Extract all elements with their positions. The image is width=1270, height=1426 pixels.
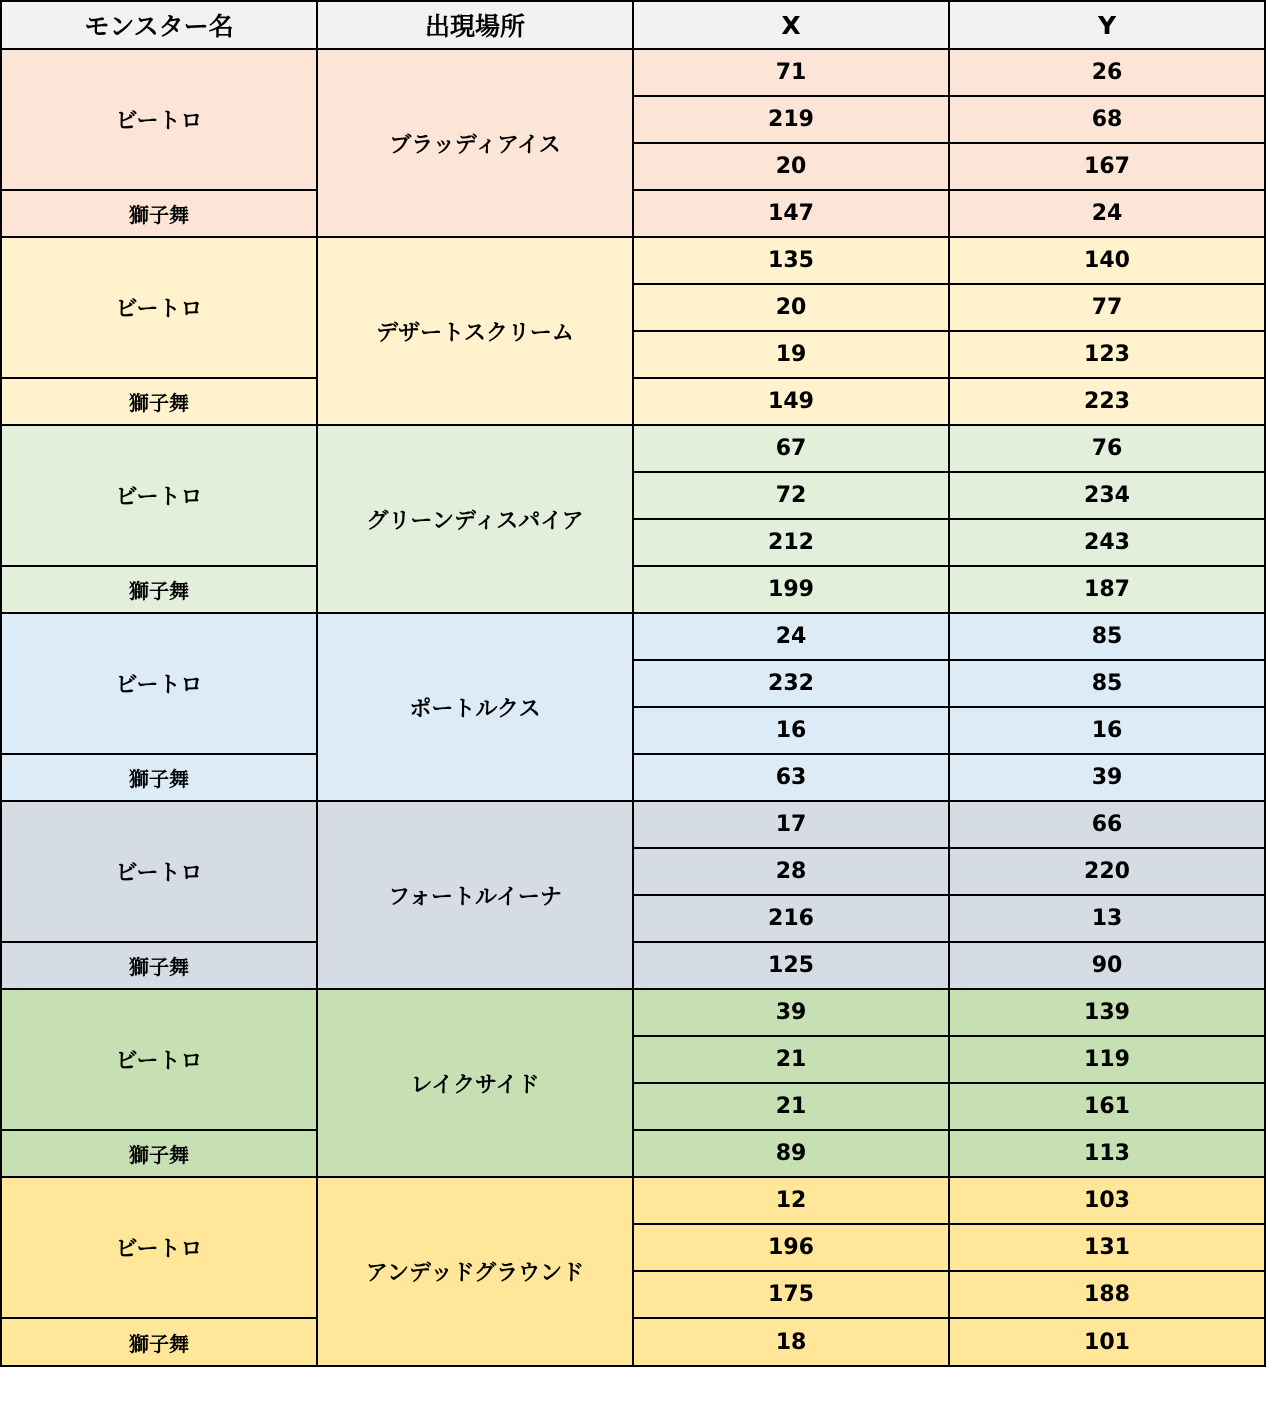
y-coordinate-cell: 161 xyxy=(949,1083,1265,1130)
table-row xyxy=(1,378,1265,425)
y-coordinate-cell: 103 xyxy=(949,1177,1265,1224)
monster-name-cell: ビートロ xyxy=(1,1177,317,1318)
table-header xyxy=(1,1,1265,49)
table-row xyxy=(1,237,1265,284)
monster-name-cell: ビートロ xyxy=(1,425,317,566)
x-coordinate-cell: 21 xyxy=(633,1036,949,1083)
x-coordinate-cell: 219 xyxy=(633,96,949,143)
y-coordinate-cell: 187 xyxy=(949,566,1265,613)
location-cell: グリーンディスパイア xyxy=(317,425,633,613)
y-coordinate-cell: 119 xyxy=(949,1036,1265,1083)
y-coordinate-cell: 113 xyxy=(949,1130,1265,1177)
y-coordinate-cell: 101 xyxy=(949,1318,1265,1366)
monster-name-cell: 獅子舞 xyxy=(1,566,317,613)
y-coordinate-cell: 68 xyxy=(949,96,1265,143)
monster-name-cell: 獅子舞 xyxy=(1,1318,317,1366)
location-cell: ブラッディアイス xyxy=(317,49,633,237)
table-row xyxy=(1,1177,1265,1224)
x-coordinate-cell: 149 xyxy=(633,378,949,425)
x-coordinate-cell: 16 xyxy=(633,707,949,754)
location-cell: アンデッドグラウンド xyxy=(317,1177,633,1366)
monster-name-cell: 獅子舞 xyxy=(1,942,317,989)
y-coordinate-cell: 85 xyxy=(949,660,1265,707)
table-row xyxy=(1,989,1265,1036)
x-coordinate-cell: 21 xyxy=(633,1083,949,1130)
y-coordinate-cell: 223 xyxy=(949,378,1265,425)
x-coordinate-cell: 12 xyxy=(633,1177,949,1224)
x-coordinate-cell: 28 xyxy=(633,848,949,895)
x-coordinate-cell: 232 xyxy=(633,660,949,707)
location-cell: レイクサイド xyxy=(317,989,633,1177)
y-coordinate-cell: 77 xyxy=(949,284,1265,331)
table-row xyxy=(1,1318,1265,1366)
y-coordinate-cell: 76 xyxy=(949,425,1265,472)
x-coordinate-cell: 20 xyxy=(633,284,949,331)
x-coordinate-cell: 17 xyxy=(633,801,949,848)
y-coordinate-cell: 167 xyxy=(949,143,1265,190)
x-coordinate-cell: 89 xyxy=(633,1130,949,1177)
y-coordinate-cell: 85 xyxy=(949,613,1265,660)
monster-name-cell: ビートロ xyxy=(1,989,317,1130)
monster-name-cell: ビートロ xyxy=(1,613,317,754)
y-coordinate-cell: 16 xyxy=(949,707,1265,754)
x-coordinate-cell: 67 xyxy=(633,425,949,472)
table-body xyxy=(1,49,1265,1366)
monster-name-cell: ビートロ xyxy=(1,801,317,942)
x-coordinate-cell: 63 xyxy=(633,754,949,801)
monster-name-cell: 獅子舞 xyxy=(1,754,317,801)
monster-name-cell: ビートロ xyxy=(1,49,317,190)
y-coordinate-cell: 188 xyxy=(949,1271,1265,1318)
y-coordinate-cell: 220 xyxy=(949,848,1265,895)
table-row xyxy=(1,942,1265,989)
header-row xyxy=(1,1,1265,49)
x-coordinate-cell: 125 xyxy=(633,942,949,989)
x-coordinate-cell: 135 xyxy=(633,237,949,284)
y-coordinate-cell: 139 xyxy=(949,989,1265,1036)
header-location: 出現場所 xyxy=(317,1,633,49)
table-row xyxy=(1,49,1265,96)
table-row xyxy=(1,425,1265,472)
x-coordinate-cell: 20 xyxy=(633,143,949,190)
monster-name-cell: ビートロ xyxy=(1,237,317,378)
x-coordinate-cell: 199 xyxy=(633,566,949,613)
x-coordinate-cell: 72 xyxy=(633,472,949,519)
y-coordinate-cell: 24 xyxy=(949,190,1265,237)
table-row xyxy=(1,1130,1265,1177)
table-row xyxy=(1,754,1265,801)
x-coordinate-cell: 19 xyxy=(633,331,949,378)
x-coordinate-cell: 71 xyxy=(633,49,949,96)
y-coordinate-cell: 39 xyxy=(949,754,1265,801)
header-monster-name: モンスター名 xyxy=(1,1,317,49)
header-x: X xyxy=(633,1,949,49)
table-row xyxy=(1,801,1265,848)
y-coordinate-cell: 13 xyxy=(949,895,1265,942)
x-coordinate-cell: 24 xyxy=(633,613,949,660)
x-coordinate-cell: 196 xyxy=(633,1224,949,1271)
header-y: Y xyxy=(949,1,1265,49)
y-coordinate-cell: 66 xyxy=(949,801,1265,848)
location-cell: ポートルクス xyxy=(317,613,633,801)
x-coordinate-cell: 175 xyxy=(633,1271,949,1318)
y-coordinate-cell: 123 xyxy=(949,331,1265,378)
y-coordinate-cell: 234 xyxy=(949,472,1265,519)
x-coordinate-cell: 39 xyxy=(633,989,949,1036)
x-coordinate-cell: 147 xyxy=(633,190,949,237)
monster-name-cell: 獅子舞 xyxy=(1,378,317,425)
x-coordinate-cell: 18 xyxy=(633,1318,949,1366)
y-coordinate-cell: 90 xyxy=(949,942,1265,989)
monster-name-cell: 獅子舞 xyxy=(1,190,317,237)
table-row xyxy=(1,613,1265,660)
y-coordinate-cell: 131 xyxy=(949,1224,1265,1271)
y-coordinate-cell: 140 xyxy=(949,237,1265,284)
x-coordinate-cell: 216 xyxy=(633,895,949,942)
y-coordinate-cell: 26 xyxy=(949,49,1265,96)
location-cell: デザートスクリーム xyxy=(317,237,633,425)
table-row xyxy=(1,566,1265,613)
table-row xyxy=(1,190,1265,237)
y-coordinate-cell: 243 xyxy=(949,519,1265,566)
monster-name-cell: 獅子舞 xyxy=(1,1130,317,1177)
location-cell: フォートルイーナ xyxy=(317,801,633,989)
x-coordinate-cell: 212 xyxy=(633,519,949,566)
